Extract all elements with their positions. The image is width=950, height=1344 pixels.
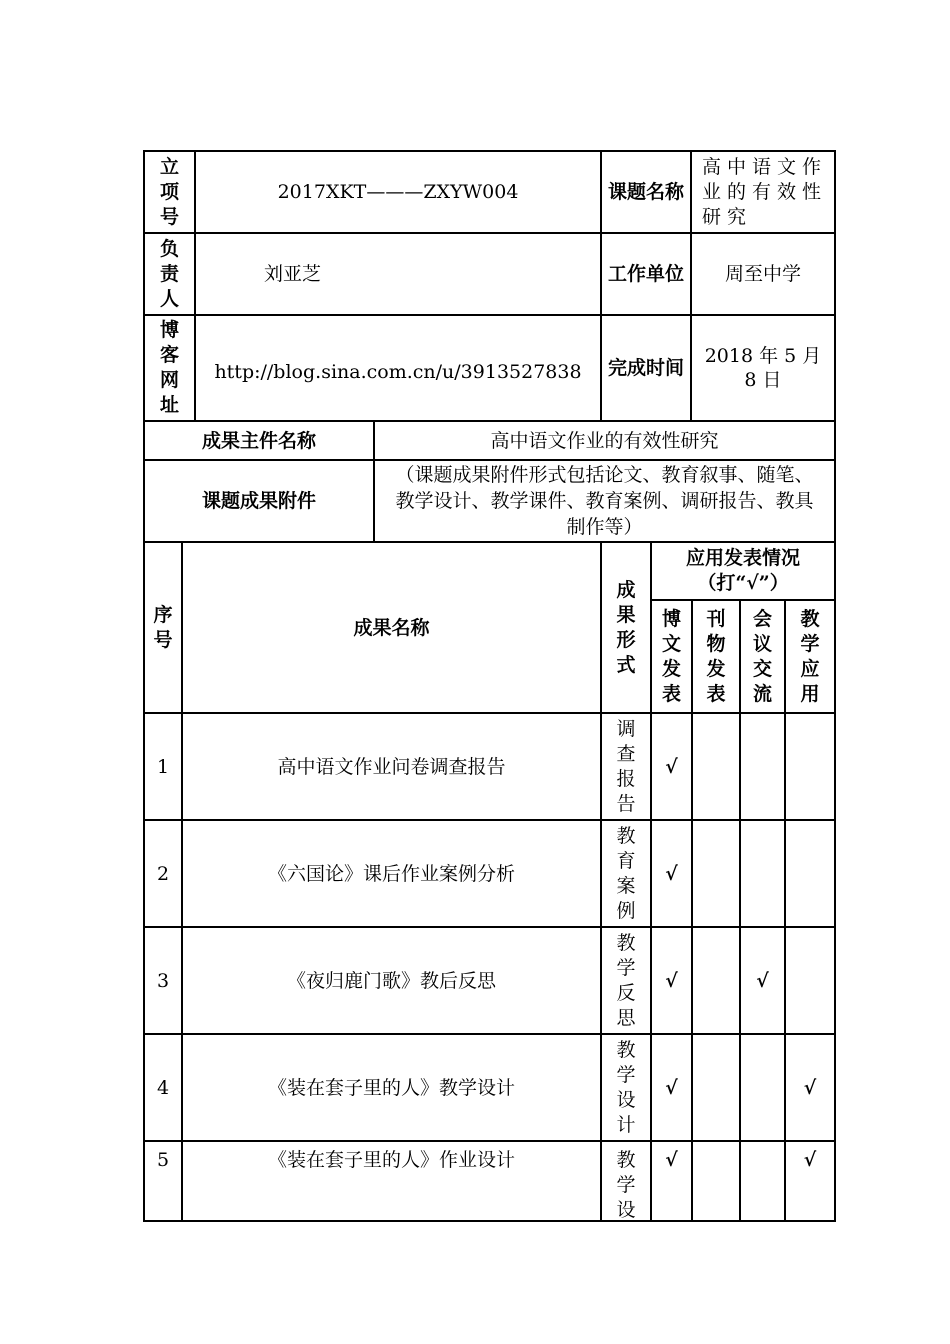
row-name: 《装在套子里的人》作业设计 bbox=[182, 1141, 601, 1221]
row-teaching-check bbox=[785, 713, 835, 820]
teaching-header-cell bbox=[785, 600, 835, 713]
row-teaching-check: √ bbox=[785, 1034, 835, 1141]
row-teaching-check: √ bbox=[785, 1141, 835, 1221]
topic-value: 高中语文作业的有效性研究 bbox=[702, 155, 828, 228]
row-form: 教学设计 bbox=[616, 1038, 636, 1136]
meeting-header-cell bbox=[740, 600, 785, 713]
table-row bbox=[144, 713, 835, 820]
blog-header-cell bbox=[651, 600, 692, 713]
row-meeting-check bbox=[740, 820, 785, 927]
row-meeting-check: √ bbox=[740, 927, 785, 1034]
row-journal-check bbox=[692, 713, 740, 820]
row-meeting-check bbox=[740, 713, 785, 820]
row-form-cell bbox=[601, 1141, 651, 1221]
application-header: 应用发表情况（打“√”） bbox=[651, 542, 835, 600]
journal-header-cell bbox=[692, 600, 740, 713]
row-journal-check bbox=[692, 1034, 740, 1141]
leader-label-cell bbox=[144, 233, 195, 315]
row-name: 《装在套子里的人》教学设计 bbox=[182, 1034, 601, 1141]
unit-value: 周至中学 bbox=[691, 233, 835, 315]
row-form: 教学反思 bbox=[616, 931, 636, 1029]
main-result-label: 成果主件名称 bbox=[144, 421, 374, 460]
name-header: 成果名称 bbox=[182, 542, 601, 713]
row-journal-check bbox=[692, 927, 740, 1034]
project-id-label-cell bbox=[144, 151, 195, 233]
topic-label: 课题名称 bbox=[601, 151, 691, 233]
journal-header: 刊物发表 bbox=[706, 607, 726, 705]
table-row bbox=[144, 927, 835, 1034]
table-row bbox=[144, 820, 835, 927]
attachments-value: （课题成果附件形式包括论文、教育叙事、随笔、教学设计、教学课件、教育案例、调研报告、教具制作等） bbox=[374, 460, 835, 542]
leader-label: 负责人 bbox=[160, 237, 180, 310]
row-index: 3 bbox=[144, 927, 182, 1034]
index-header-cell bbox=[144, 542, 182, 713]
meeting-header: 会议交流 bbox=[753, 607, 773, 705]
form-header: 成果形式 bbox=[616, 578, 636, 676]
row-blog-check: √ bbox=[651, 927, 692, 1034]
row-journal-check bbox=[692, 820, 740, 927]
row-blog-check: √ bbox=[651, 1141, 692, 1221]
row-name: 高中语文作业问卷调查报告 bbox=[182, 713, 601, 820]
index-header: 序号 bbox=[153, 603, 173, 651]
row-form: 教学设 bbox=[616, 1149, 636, 1220]
row-form-cell bbox=[601, 820, 651, 927]
row-form-cell bbox=[601, 927, 651, 1034]
project-id-value: 2017XKT———ZXYW004 bbox=[195, 151, 601, 233]
unit-label: 工作单位 bbox=[601, 233, 691, 315]
leader-value: 刘亚芝 bbox=[195, 233, 601, 315]
teaching-header: 教学应用 bbox=[800, 607, 820, 705]
row-meeting-check bbox=[740, 1141, 785, 1221]
row-form: 调查报告 bbox=[616, 717, 636, 815]
results-table bbox=[143, 541, 836, 1222]
row-blog-check: √ bbox=[651, 820, 692, 927]
row-name: 《夜归鹿门歌》教后反思 bbox=[182, 927, 601, 1034]
row-form-cell bbox=[601, 713, 651, 820]
blog-url-link[interactable]: http://blog.sina.com.cn/u/3913527838 bbox=[195, 315, 601, 421]
row-teaching-check bbox=[785, 927, 835, 1034]
row-index: 5 bbox=[144, 1141, 182, 1221]
row-blog-check: √ bbox=[651, 1034, 692, 1141]
form-header-cell bbox=[601, 542, 651, 713]
row-index: 2 bbox=[144, 820, 182, 927]
project-info-table bbox=[143, 150, 836, 422]
attachments-label: 课题成果附件 bbox=[144, 460, 374, 542]
project-id-label: 立项号 bbox=[160, 155, 180, 228]
table-row bbox=[144, 1141, 835, 1221]
topic-value-cell bbox=[691, 151, 835, 233]
row-meeting-check bbox=[740, 1034, 785, 1141]
table-row bbox=[144, 1034, 835, 1141]
main-result-value: 高中语文作业的有效性研究 bbox=[374, 421, 835, 460]
row-form-cell bbox=[601, 1034, 651, 1141]
blog-header: 博文发表 bbox=[662, 607, 682, 705]
completion-label: 完成时间 bbox=[601, 315, 691, 421]
row-name: 《六国论》课后作业案例分析 bbox=[182, 820, 601, 927]
row-index: 1 bbox=[144, 713, 182, 820]
result-info-table bbox=[143, 420, 836, 543]
row-journal-check bbox=[692, 1141, 740, 1221]
row-form: 教育案例 bbox=[616, 824, 636, 922]
row-blog-check: √ bbox=[651, 713, 692, 820]
blog-label: 博客网址 bbox=[160, 319, 180, 416]
completion-value: 2018 年 5 月 8 日 bbox=[691, 315, 835, 421]
row-index: 4 bbox=[144, 1034, 182, 1141]
blog-label-cell bbox=[144, 315, 195, 421]
row-teaching-check bbox=[785, 820, 835, 927]
